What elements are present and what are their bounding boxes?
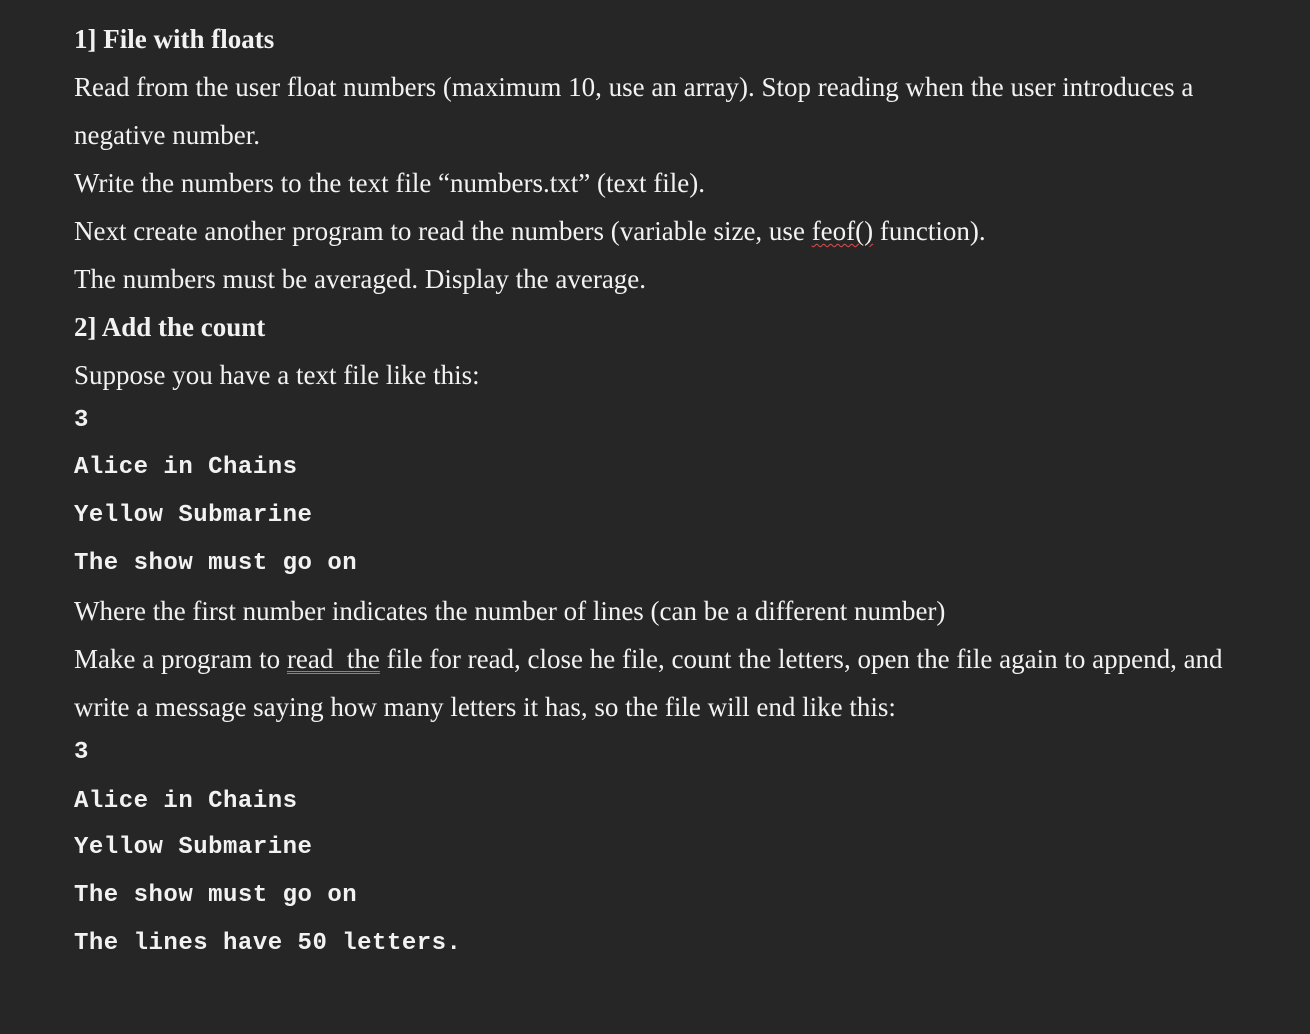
- text-span: Next create another program to read the numbers (variable size, use: [74, 216, 812, 246]
- spellcheck-flagged-word[interactable]: feof(): [811, 216, 874, 246]
- paragraph-line: [74, 646, 1223, 673]
- paragraph-line: Read from the user float numbers (maximum 10, use an array). Stop reading when the user introduces a: [74, 72, 1194, 102]
- code-line: Alice in Chains: [74, 454, 298, 481]
- section1-heading: 1] File with floats: [74, 24, 275, 54]
- code-line: The show must go on: [74, 550, 358, 577]
- paragraph-line: Write the numbers to the text file “numbers.txt” (text file).: [74, 168, 705, 198]
- paragraph-line: [74, 218, 986, 245]
- paragraph-line: write a message saying how many letters it has, so the file will end like this:: [74, 692, 896, 722]
- paragraph-line: Where the first number indicates the number of lines (can be a different number): [74, 596, 946, 626]
- code-line: The show must go on: [74, 882, 358, 909]
- code-line: Yellow Submarine: [74, 502, 313, 529]
- section2-heading: 2] Add the count: [74, 312, 266, 342]
- paragraph-line: The numbers must be averaged. Display the average.: [74, 264, 647, 294]
- text-span: Make a program to: [74, 644, 287, 674]
- text-span: file for read, close he file, count the letters, open the file again to append, and: [379, 644, 1223, 674]
- paragraph-line: Suppose you have a text file like this:: [74, 360, 480, 390]
- text-span: function).: [873, 216, 986, 246]
- code-line: Yellow Submarine: [74, 834, 313, 861]
- grammarcheck-flagged-phrase[interactable]: read the: [286, 644, 380, 674]
- code-line: The lines have 50 letters.: [74, 930, 462, 957]
- code-line: 3: [74, 739, 89, 766]
- paragraph-line: negative number.: [74, 120, 260, 150]
- code-line: Alice in Chains: [74, 788, 298, 815]
- code-line: 3: [74, 407, 89, 434]
